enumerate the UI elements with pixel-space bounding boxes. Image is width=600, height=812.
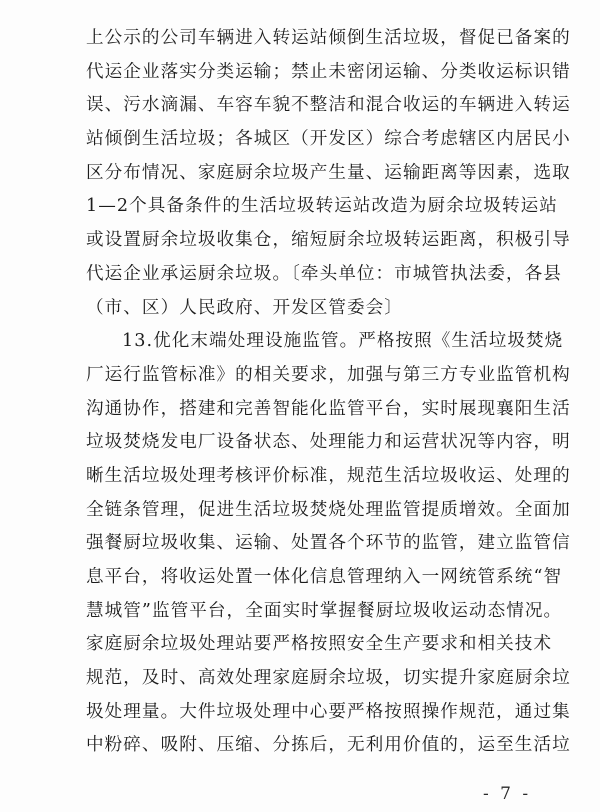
- text-line: 晰生活垃圾处理考核评价标准，规范生活垃圾收运、处理的: [86, 465, 571, 486]
- text-line: 中粉碎、吸附、压缩、分拣后，无利用价值的，运至生活垃: [86, 735, 571, 756]
- text-line: 厂运行监管标准》的相关要求，加强与第三方专业监管机构: [86, 364, 571, 385]
- text-line: 家庭厨余垃圾处理站要严格按照安全生产要求和相关技术: [86, 634, 553, 655]
- text-line: 慧城管”监管平台，全面实时掌握餐厨垃圾收运动态情况。: [86, 600, 563, 621]
- text-line: 垃圾焚烧发电厂设备状态、处理能力和运营状况等内容，明: [86, 432, 571, 453]
- page-number: - 7 -: [483, 784, 532, 804]
- text-line: 沟通协作，搭建和完善智能化监管平台，实时展现襄阳生活: [86, 398, 571, 419]
- text-line: 或设置厨余垃圾收集仓，缩短厨余垃圾转运距离，积极引导: [86, 230, 571, 251]
- text-line: （市、区）人民政府、开发区管委会〕: [86, 297, 403, 318]
- text-line: 息平台，将收运处置一体化信息管理纳入一网统管系统“智: [86, 567, 563, 587]
- text-line: 全链条管理，促进生活垃圾焚烧处理监管提质增效。全面加: [86, 499, 571, 520]
- text-line: 站倾倒生活垃圾；各城区（开发区）综合考虑辖区内居民小: [86, 129, 571, 150]
- text-line: 上公示的公司车辆进入转运站倾倒生活垃圾，督促已备案的: [86, 28, 571, 48]
- text-line: 规范，及时、高效处理家庭厨余垃圾，切实提升家庭厨余垃: [86, 668, 571, 689]
- text-line: 区分布情况、家庭厨余垃圾产生量、运输距离等因素，选取: [86, 162, 571, 183]
- text-line: 误、污水滴漏、车容车貌不整洁和混合收运的车辆进入转运: [86, 95, 571, 116]
- text-line: 圾处理量。大件垃圾处理中心要严格按照操作规范，通过集: [86, 701, 571, 722]
- section-heading-line: 13.优化末端处理设施监管。严格按照《生活垃圾焚烧: [122, 331, 564, 352]
- text-line: 强餐厨垃圾收集、运输、处置各个环节的监管，建立监管信: [86, 533, 571, 554]
- text-line: 代运企业承运厨余垃圾。〔牵头单位：市城管执法委，各县: [86, 263, 562, 284]
- body-text: [86, 22, 586, 763]
- text-line: 代运企业落实分类运输；禁止未密闭运输、分类收运标识错: [86, 61, 571, 82]
- text-line: 1—2个具备条件的生活垃圾转运站改造为厨余垃圾转运站: [86, 196, 558, 217]
